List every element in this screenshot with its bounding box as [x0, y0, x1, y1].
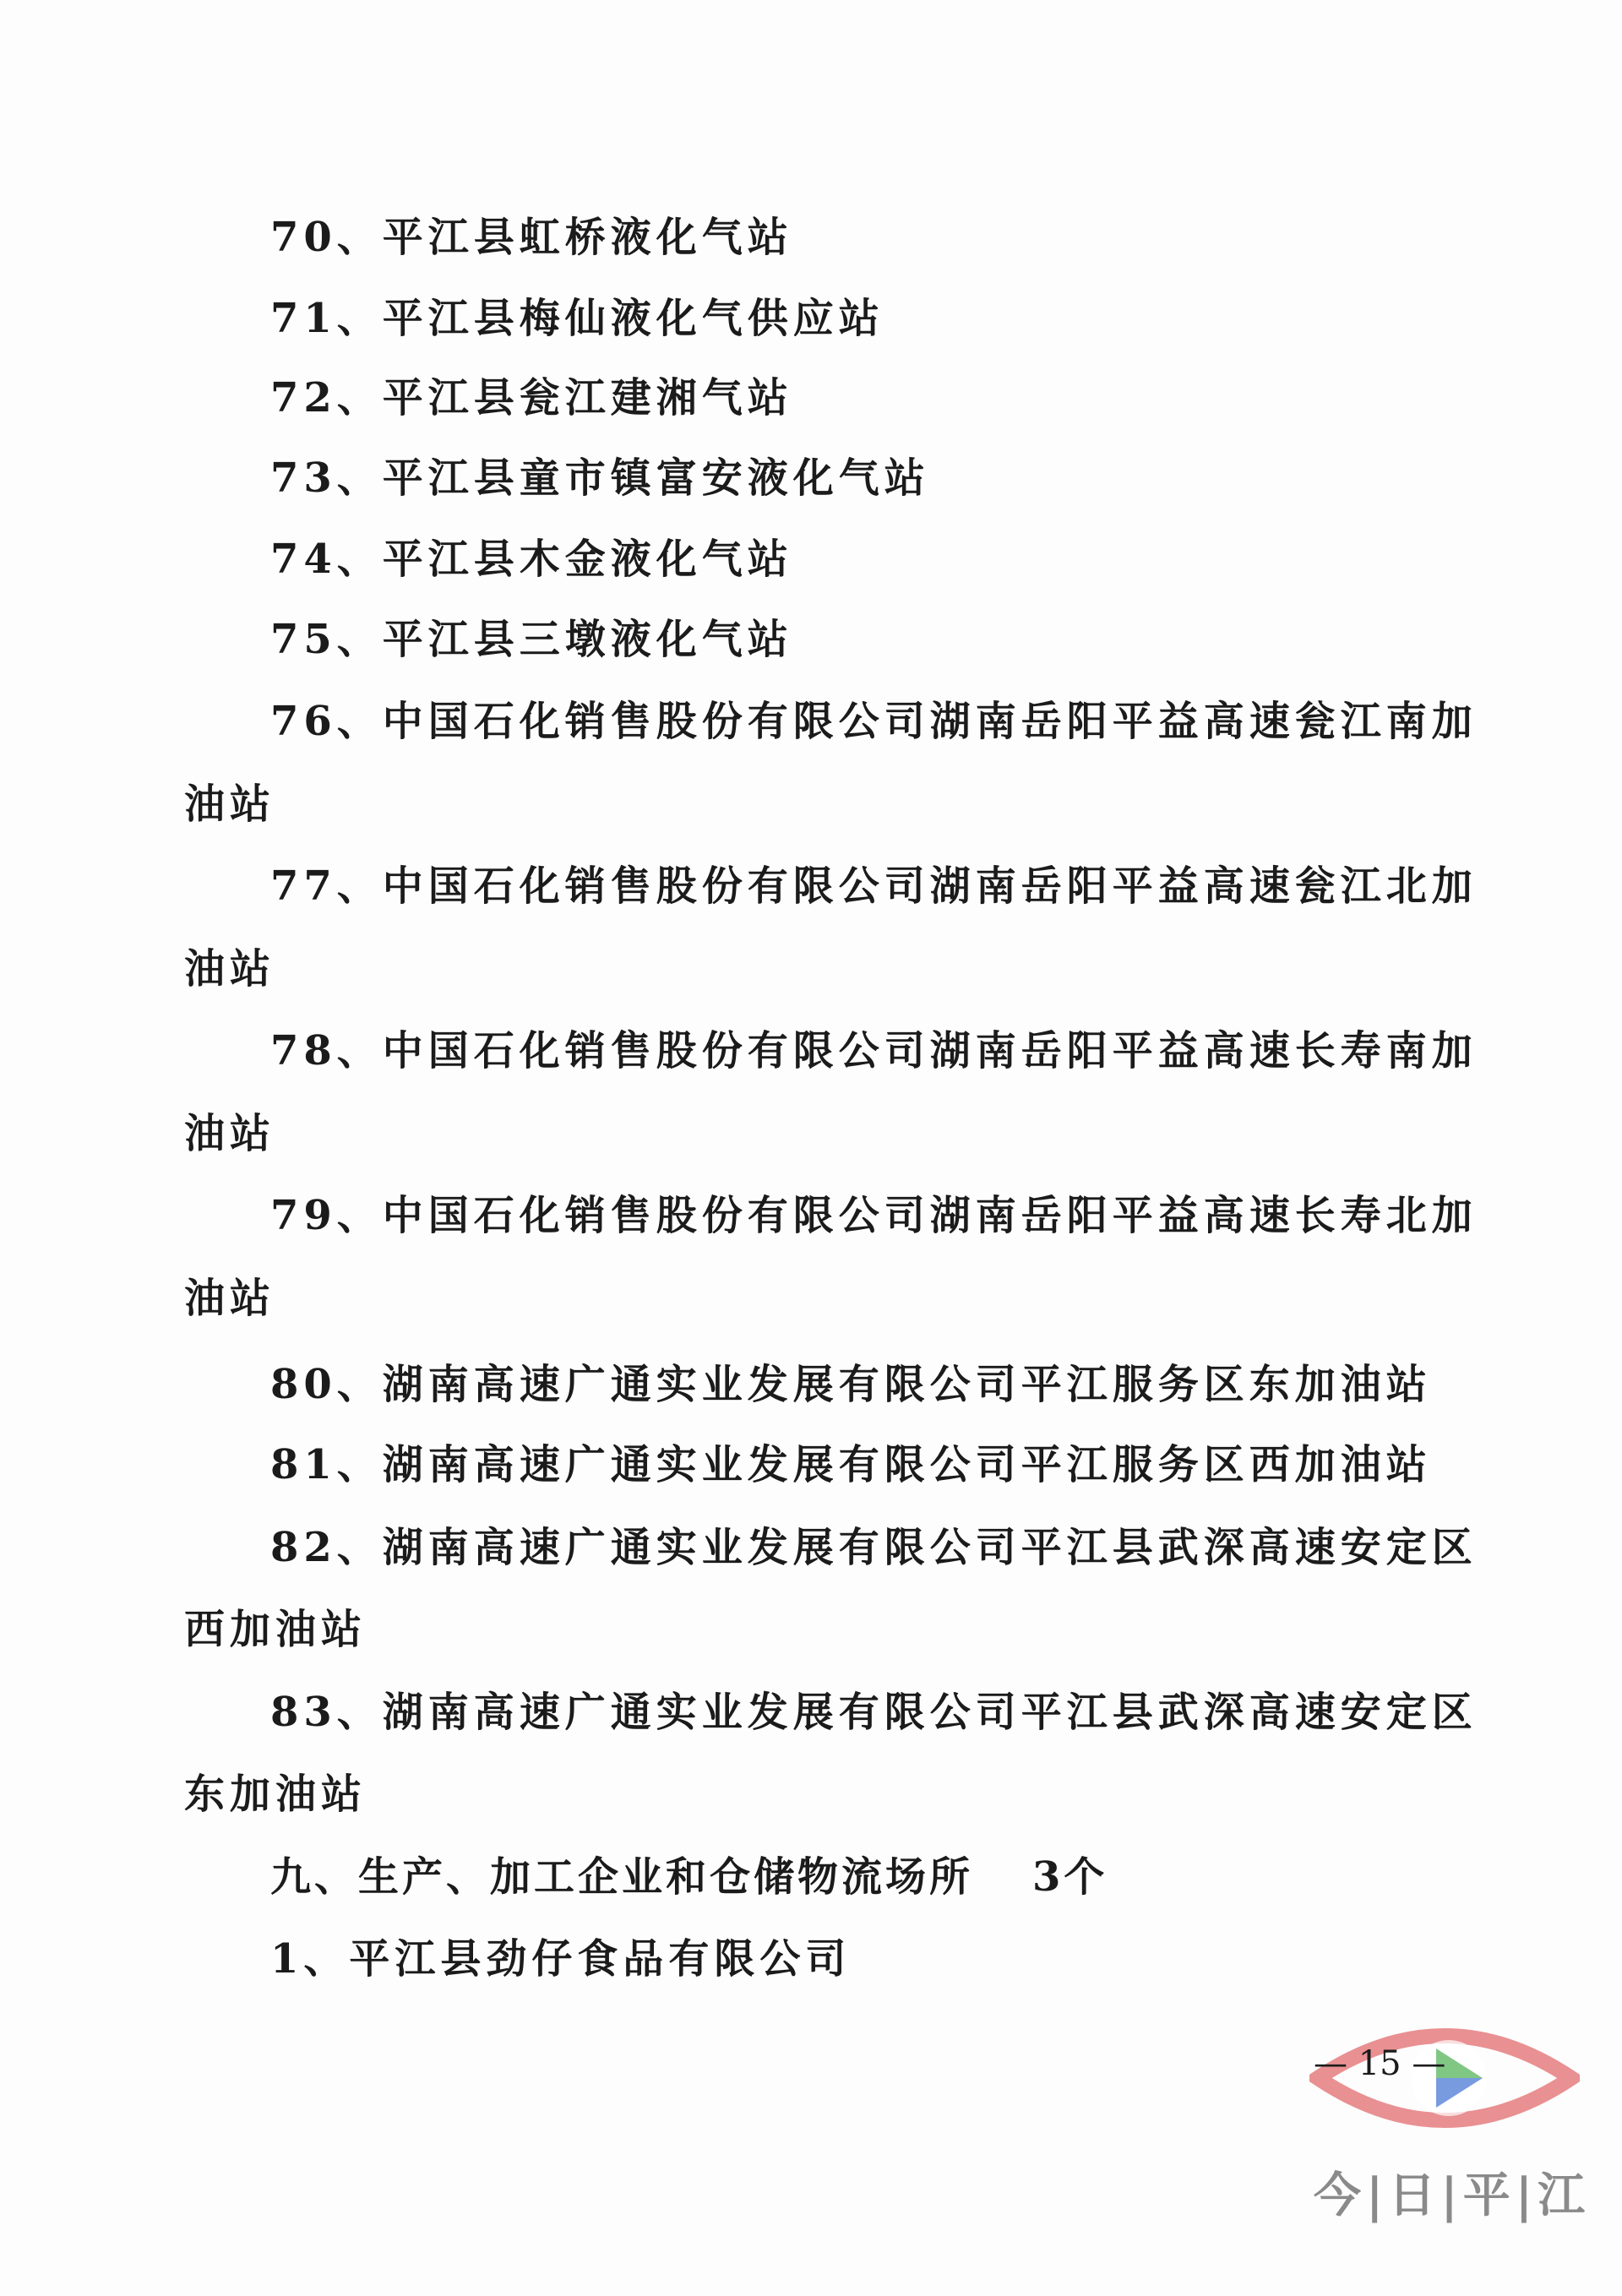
list-item: 79、中国石化销售股份有限公司湖南岳阳平益高速长寿北加	[270, 1192, 1478, 1239]
list-item: 1、平江县劲仔食品有限公司	[270, 1935, 852, 1983]
page-number: — 15 —	[1314, 2044, 1446, 2083]
list-item: 81、湖南高速广通实业发展有限公司平江服务区西加油站	[270, 1441, 1432, 1488]
list-item: 82、湖南高速广通实业发展有限公司平江县武深高速安定区	[270, 1524, 1478, 1571]
list-item-continuation: 油站	[184, 781, 276, 828]
list-item: 71、平江县梅仙液化气供应站	[270, 295, 884, 342]
list-item: 75、平江县三墩液化气站	[270, 616, 793, 663]
list-item: 77、中国石化销售股份有限公司湖南岳阳平益高速瓮江北加	[270, 862, 1478, 910]
list-item: 70、平江县虹桥液化气站	[270, 214, 793, 261]
list-item: 83、湖南高速广通实业发展有限公司平江县武深高速安定区	[270, 1689, 1478, 1736]
list-item: 73、平江县童市镇富安液化气站	[270, 454, 930, 502]
section-count: 3个	[1032, 1853, 1108, 1901]
list-item: 80、湖南高速广通实业发展有限公司平江服务区东加油站	[270, 1361, 1432, 1408]
watermark-text: 今|日|平|江	[1314, 2168, 1591, 2223]
list-item-continuation: 油站	[184, 1275, 276, 1322]
list-item: 76、中国石化销售股份有限公司湖南岳阳平益高速瓮江南加	[270, 698, 1478, 745]
list-item: 74、平江县木金液化气站	[270, 536, 793, 583]
list-item-continuation: 东加油站	[184, 1771, 367, 1818]
list-item: 72、平江县瓮江建湘气站	[270, 374, 793, 422]
list-item: 78、中国石化销售股份有限公司湖南岳阳平益高速长寿南加	[270, 1027, 1478, 1075]
section-title: 九、生产、加工企业和仓储物流场所	[270, 1853, 974, 1901]
section-heading	[270, 1844, 1108, 1902]
list-item-continuation: 西加油站	[184, 1606, 367, 1653]
list-item-continuation: 油站	[184, 1110, 276, 1157]
list-item-continuation: 油站	[184, 945, 276, 993]
